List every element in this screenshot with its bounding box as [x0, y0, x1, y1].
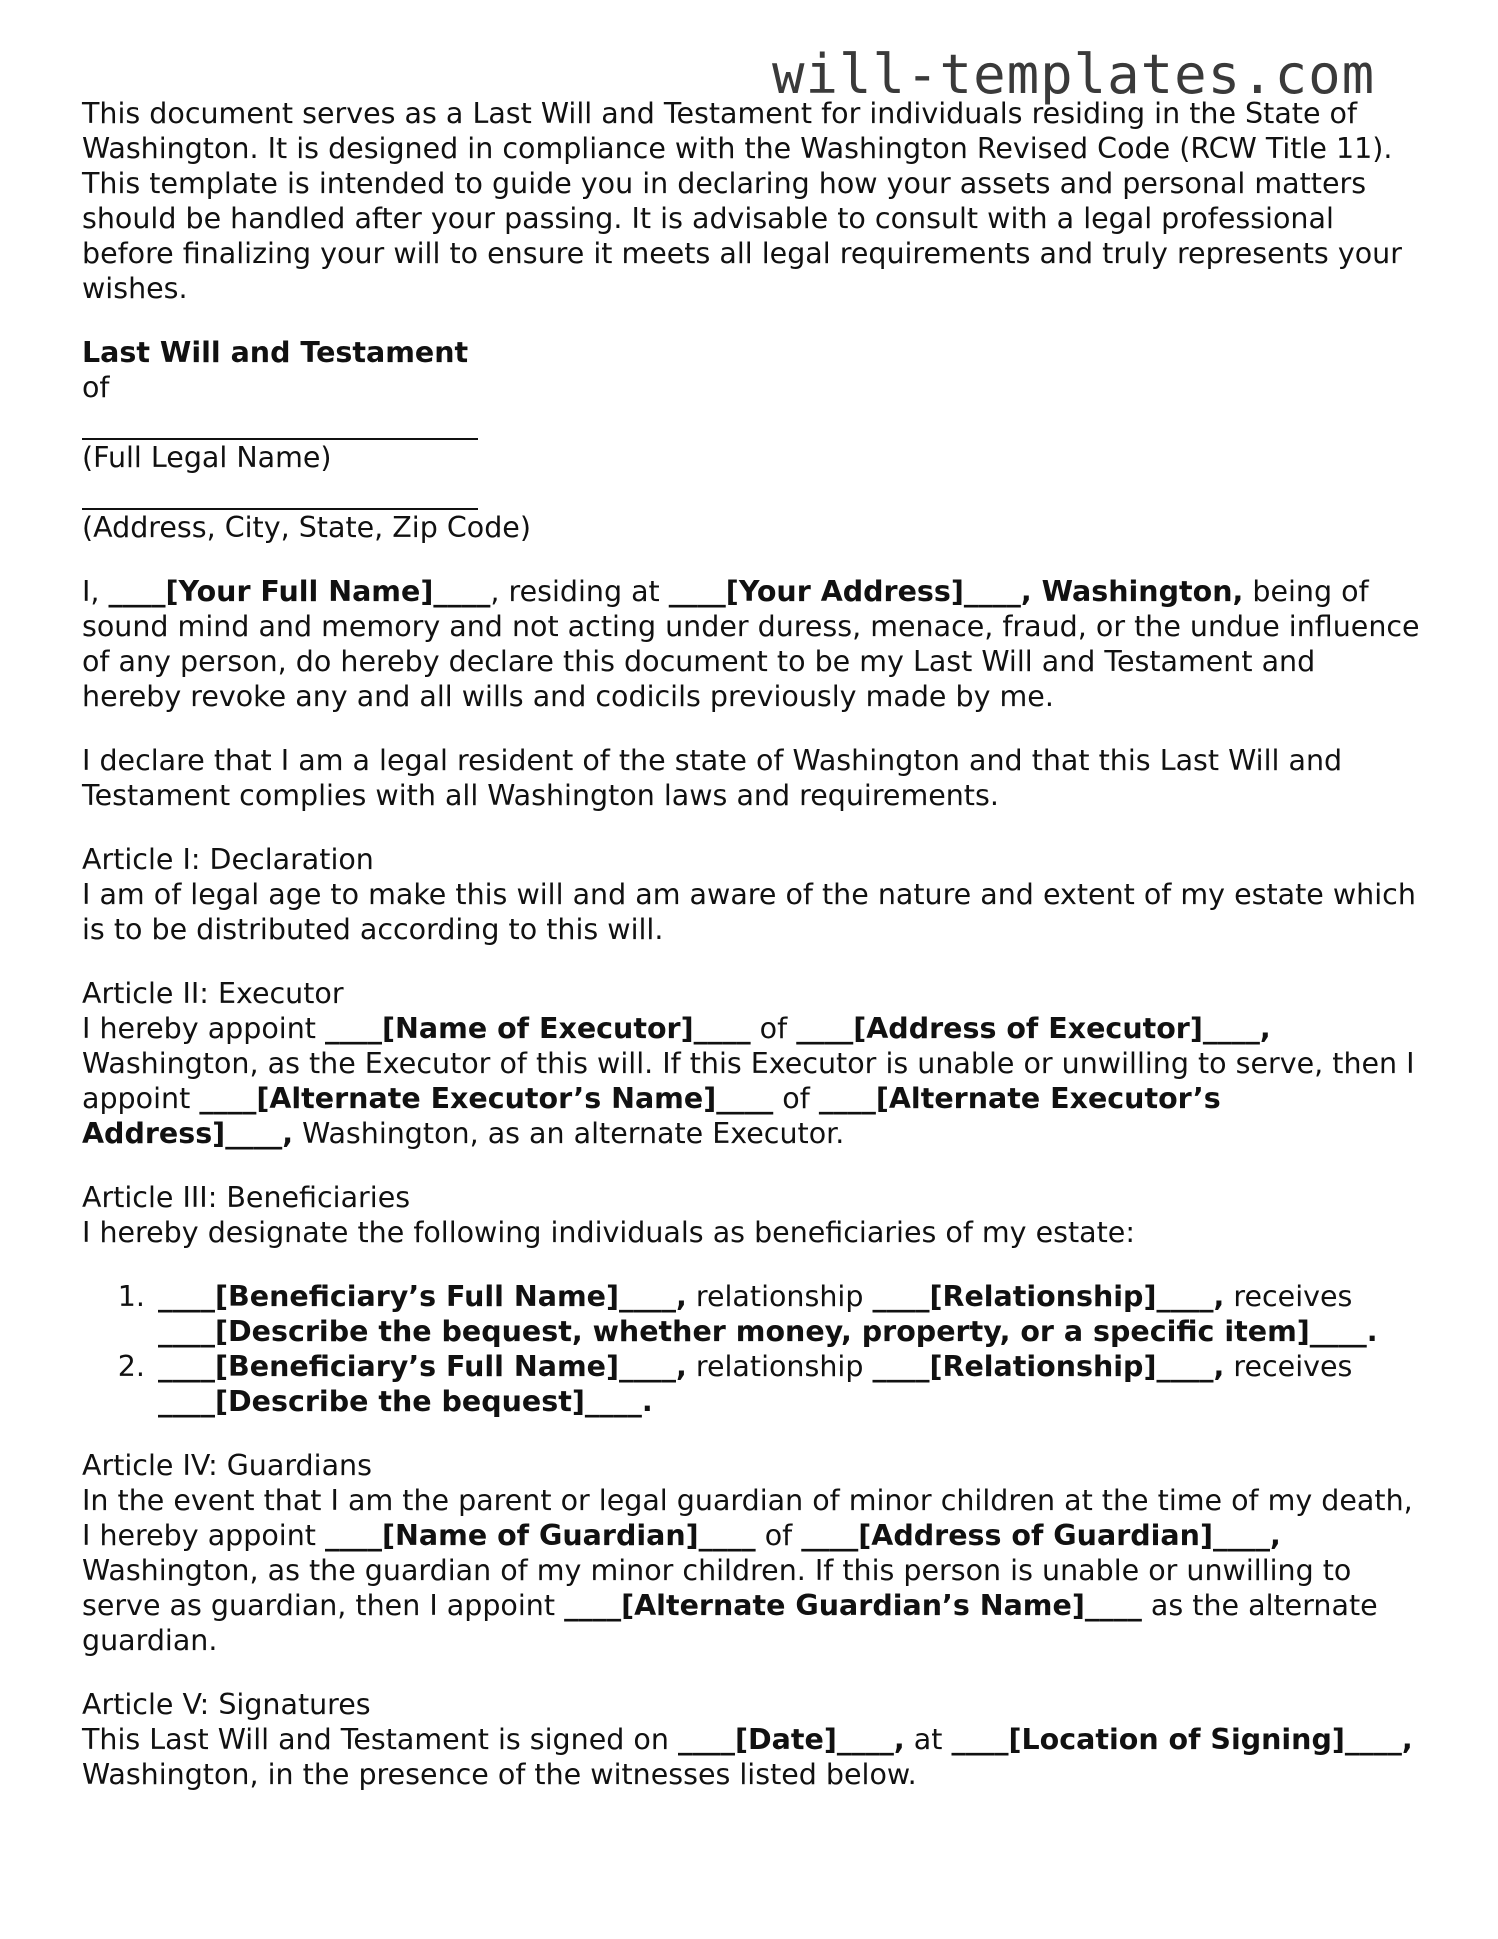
your-address-placeholder: ____[Your Address]____, Washington,	[668, 575, 1244, 608]
executor-name-placeholder: ____[Name of Executor]____	[325, 1012, 751, 1045]
article-5: Article V: Signatures This Last Will and Testament is signed on ____[Date]____, at ____[Location of Signing]____, Washington, in the presence of the witnesses listed below.	[82, 1687, 1422, 1792]
article-4: Article IV: Guardians In the event that I am the parent or legal guardian of minor children at the time of my death, I hereby appoint ____[Name of Guardian]____ of ____[Address of Guardian]____, Washington, as the guardian of my minor children. If this person is unable or unwilling to serve as guardian, then I appoint ____[Alternate Guardian’s Name]____ as the alternate guardian.	[82, 1448, 1422, 1658]
article-1: Article I: Declaration I am of legal age to make this will and am aware of the nature and extent of my estate which is to be distributed according to this will.	[82, 842, 1422, 947]
guardian-address-placeholder: ____[Address of Guardian]____,	[801, 1519, 1281, 1552]
full-name-caption: (Full Legal Name)	[82, 441, 332, 474]
article-3-text: I hereby designate the following individuals as beneficiaries of my estate:	[82, 1216, 1135, 1249]
watermark: will-templates.com	[772, 43, 1376, 106]
article-2-heading: Article II: Executor	[82, 977, 344, 1010]
guardian-name-placeholder: ____[Name of Guardian]____	[325, 1519, 756, 1552]
date-placeholder: ____[Date]____,	[677, 1723, 905, 1756]
alternate-executor-address-placeholder: ____[Alternate Executor’s Address]____,	[82, 1082, 1221, 1150]
document-body	[82, 96, 1422, 1821]
article-3	[82, 1180, 1422, 1419]
article-1-heading: Article I: Declaration	[82, 843, 374, 876]
alternate-executor-name-placeholder: ____[Alternate Executor’s Name]____	[199, 1082, 774, 1115]
beneficiary-list	[82, 1279, 1422, 1419]
declaration-paragraph: I, ____[Your Full Name]____, residing at ____[Your Address]____, Washington, being of sound mind and memory and not acting under duress, menace, fraud, or the undue influence of any person, do hereby declare this document to be my Last Will and Testament and hereby revoke any and all wills and codicils previously made by me.	[82, 575, 1420, 713]
document-title: Last Will and Testament	[82, 336, 469, 369]
article-4-heading: Article IV: Guardians	[82, 1449, 372, 1482]
article-2: Article II: Executor I hereby appoint ____[Name of Executor]____ of ____[Address of Executor]____, Washington, as the Executor of this will. If this Executor is unable or unwilling to serve, then I appoint ____[Alternate Executor’s Name]____ of ____[Alternate Executor’s Address]____, Washington, as an alternate Executor.	[82, 976, 1422, 1151]
intro-paragraph: This document serves as a Last Will and Testament for individuals residing in the State of Washington. It is designed in compliance with the Washington Revised Code (RCW Title 11). This template is intended to guide you in declaring how your assets and personal matters should be handled after your passing. It is advisable to consult with a legal professional before finalizing your will to ensure it meets all legal requirements and truly represents your wishes.	[82, 97, 1402, 305]
title-of: of	[82, 371, 110, 404]
address-caption: (Address, City, State, Zip Code)	[82, 511, 531, 544]
title-block	[82, 335, 1422, 545]
list-item: 2. ____[Beneficiary’s Full Name]____, relationship ____[Relationship]____, receives ____[Describe the bequest]____.	[154, 1349, 1422, 1419]
alternate-guardian-name-placeholder: ____[Alternate Guardian’s Name]____	[564, 1589, 1142, 1622]
executor-address-placeholder: ____[Address of Executor]____,	[796, 1012, 1271, 1045]
your-full-name-placeholder: ____[Your Full Name]____	[108, 575, 491, 608]
residency-paragraph: I declare that I am a legal resident of the state of Washington and that this Last Will and Testament complies with all Washington laws and requirements.	[82, 744, 1343, 812]
article-3-heading: Article III: Beneficiaries	[82, 1181, 411, 1214]
location-placeholder: ____[Location of Signing]____,	[951, 1723, 1413, 1756]
article-5-heading: Article V: Signatures	[82, 1688, 371, 1721]
list-item: 1. ____[Beneficiary’s Full Name]____, relationship ____[Relationship]____, receives ____[Describe the bequest, whether money, property, or a specific item]____.	[154, 1279, 1422, 1349]
